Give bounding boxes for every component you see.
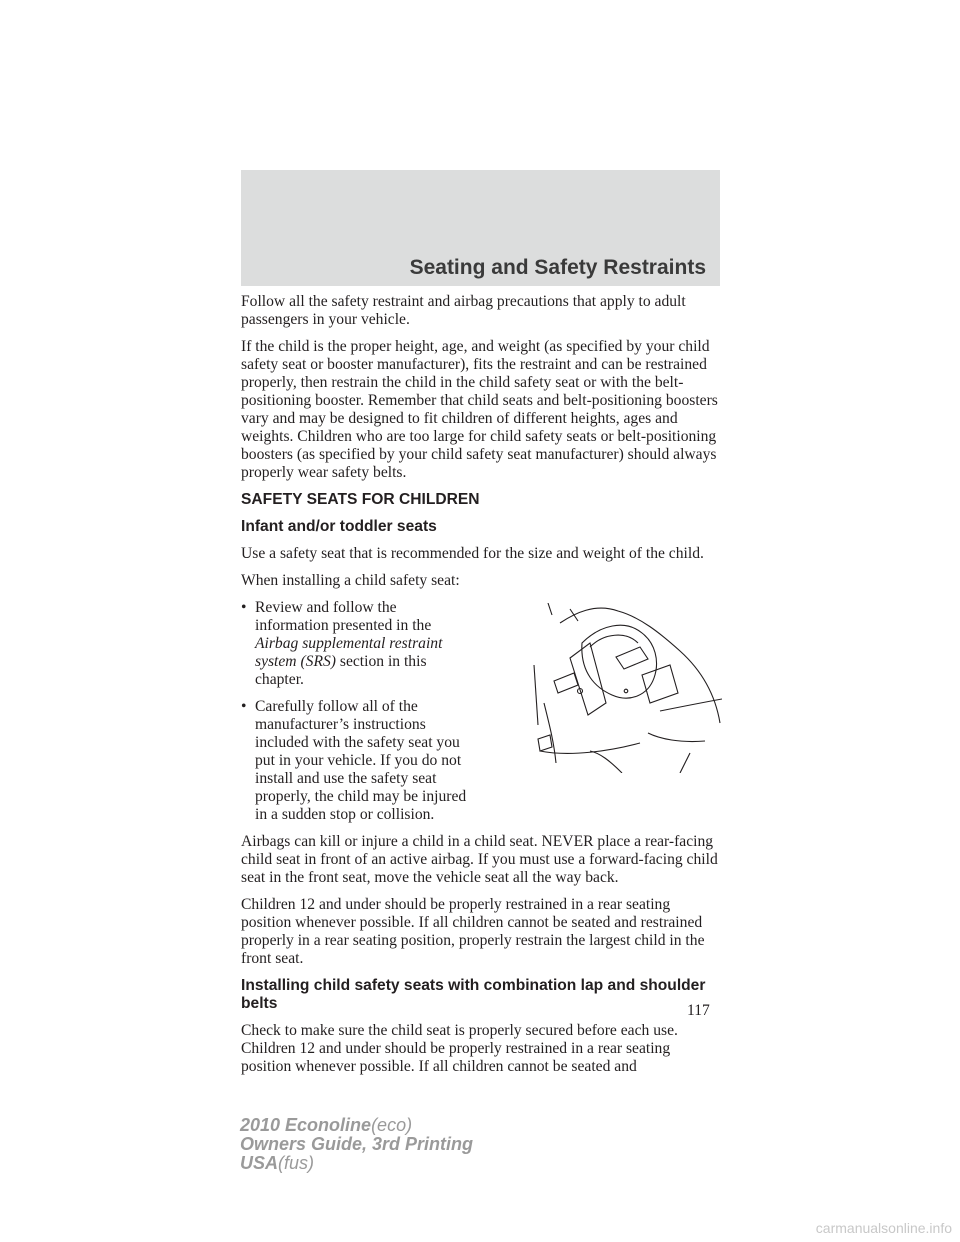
bullet-italic-reference: Airbag supplemental restraint system (SRS) bbox=[255, 635, 443, 670]
paragraph-children-rear-seat: Children 12 and under should be properly restrained in a rear seating position whenever possible. If all children cannot be seated and restrained properly in a rear seating position, properly restrain the largest child in the front seat. bbox=[241, 896, 705, 967]
footer-line-model bbox=[240, 1116, 473, 1135]
footer-line-market bbox=[240, 1154, 473, 1173]
footer-market: USA bbox=[240, 1153, 279, 1173]
bullet-section bbox=[241, 599, 722, 824]
body-text-column bbox=[241, 293, 722, 1085]
paragraph-adult-precautions: Follow all the safety restraint and airbag precautions that apply to adult passengers in your vehicle. bbox=[241, 293, 686, 328]
subheading-installing-lap-shoulder: Installing child safety seats with combination lap and shoulder belts bbox=[241, 977, 706, 1012]
bullet-dot: • bbox=[241, 599, 247, 616]
paragraph-use-safety-seat: Use a safety seat that is recommended for the size and weight of the child. bbox=[241, 545, 704, 562]
footer-line-guide: Owners Guide, 3rd Printing bbox=[240, 1134, 474, 1154]
bullet-text-end: section in this chapter. bbox=[255, 653, 427, 688]
page-number: 117 bbox=[687, 1002, 710, 1019]
paragraph-proper-height: If the child is the proper height, age, and weight (as specified by your child safety seat or booster manufacturer), fits the restraint and can be restrained properly, then restrain the child in the child safety seat or with the belt-positioning booster. Remember that child seats and belt-positioning boosters vary and may be designed to fit children of different heights, ages and weights. Children who are too large for child safety seats or belt-positioning boosters (as specified by your child safety seat manufacturer) should always properly wear safety belts. bbox=[241, 338, 718, 481]
heading-safety-seats: SAFETY SEATS FOR CHILDREN bbox=[241, 491, 480, 508]
bullet-item-manufacturer bbox=[241, 698, 473, 824]
footer-model: 2010 Econoline bbox=[240, 1115, 372, 1135]
child-seat-belt-illustration bbox=[530, 603, 722, 773]
bullet-item-review bbox=[241, 599, 473, 689]
paragraph-check-secured: Check to make sure the child seat is properly secured before each use. Children 12 and under should be properly restrained in a rear seating position whenever possible. If all children cannot be seated and bbox=[241, 1022, 678, 1075]
subheading-infant-toddler: Infant and/or toddler seats bbox=[241, 518, 437, 535]
footer-model-code: (eco) bbox=[371, 1115, 413, 1135]
paragraph-airbag-warning: Airbags can kill or injure a child in a child seat. NEVER place a rear-facing child seat in front of an active airbag. If you must use a forward-facing child seat in the front seat, move the vehicle seat all the way back. bbox=[241, 833, 718, 886]
paragraph-when-installing: When installing a child safety seat: bbox=[241, 572, 460, 589]
section-title: Seating and Safety Restraints bbox=[409, 256, 706, 279]
footer-market-code: (fus) bbox=[278, 1153, 315, 1173]
bullet-text: Review and follow the information presented in the bbox=[255, 599, 432, 634]
watermark-link[interactable]: carmanualsonline.info bbox=[815, 1220, 952, 1236]
bullet-list bbox=[241, 599, 473, 824]
section-header-band bbox=[241, 170, 720, 286]
bullet-dot: • bbox=[241, 698, 247, 715]
bullet-text: Carefully follow all of the manufacturer’s instructions included with the safety seat you put in your vehicle. If you do not install and use the safety seat properly, the child may be injured in a sudden stop or collision. bbox=[255, 698, 467, 823]
footer-print-info bbox=[240, 1116, 473, 1173]
